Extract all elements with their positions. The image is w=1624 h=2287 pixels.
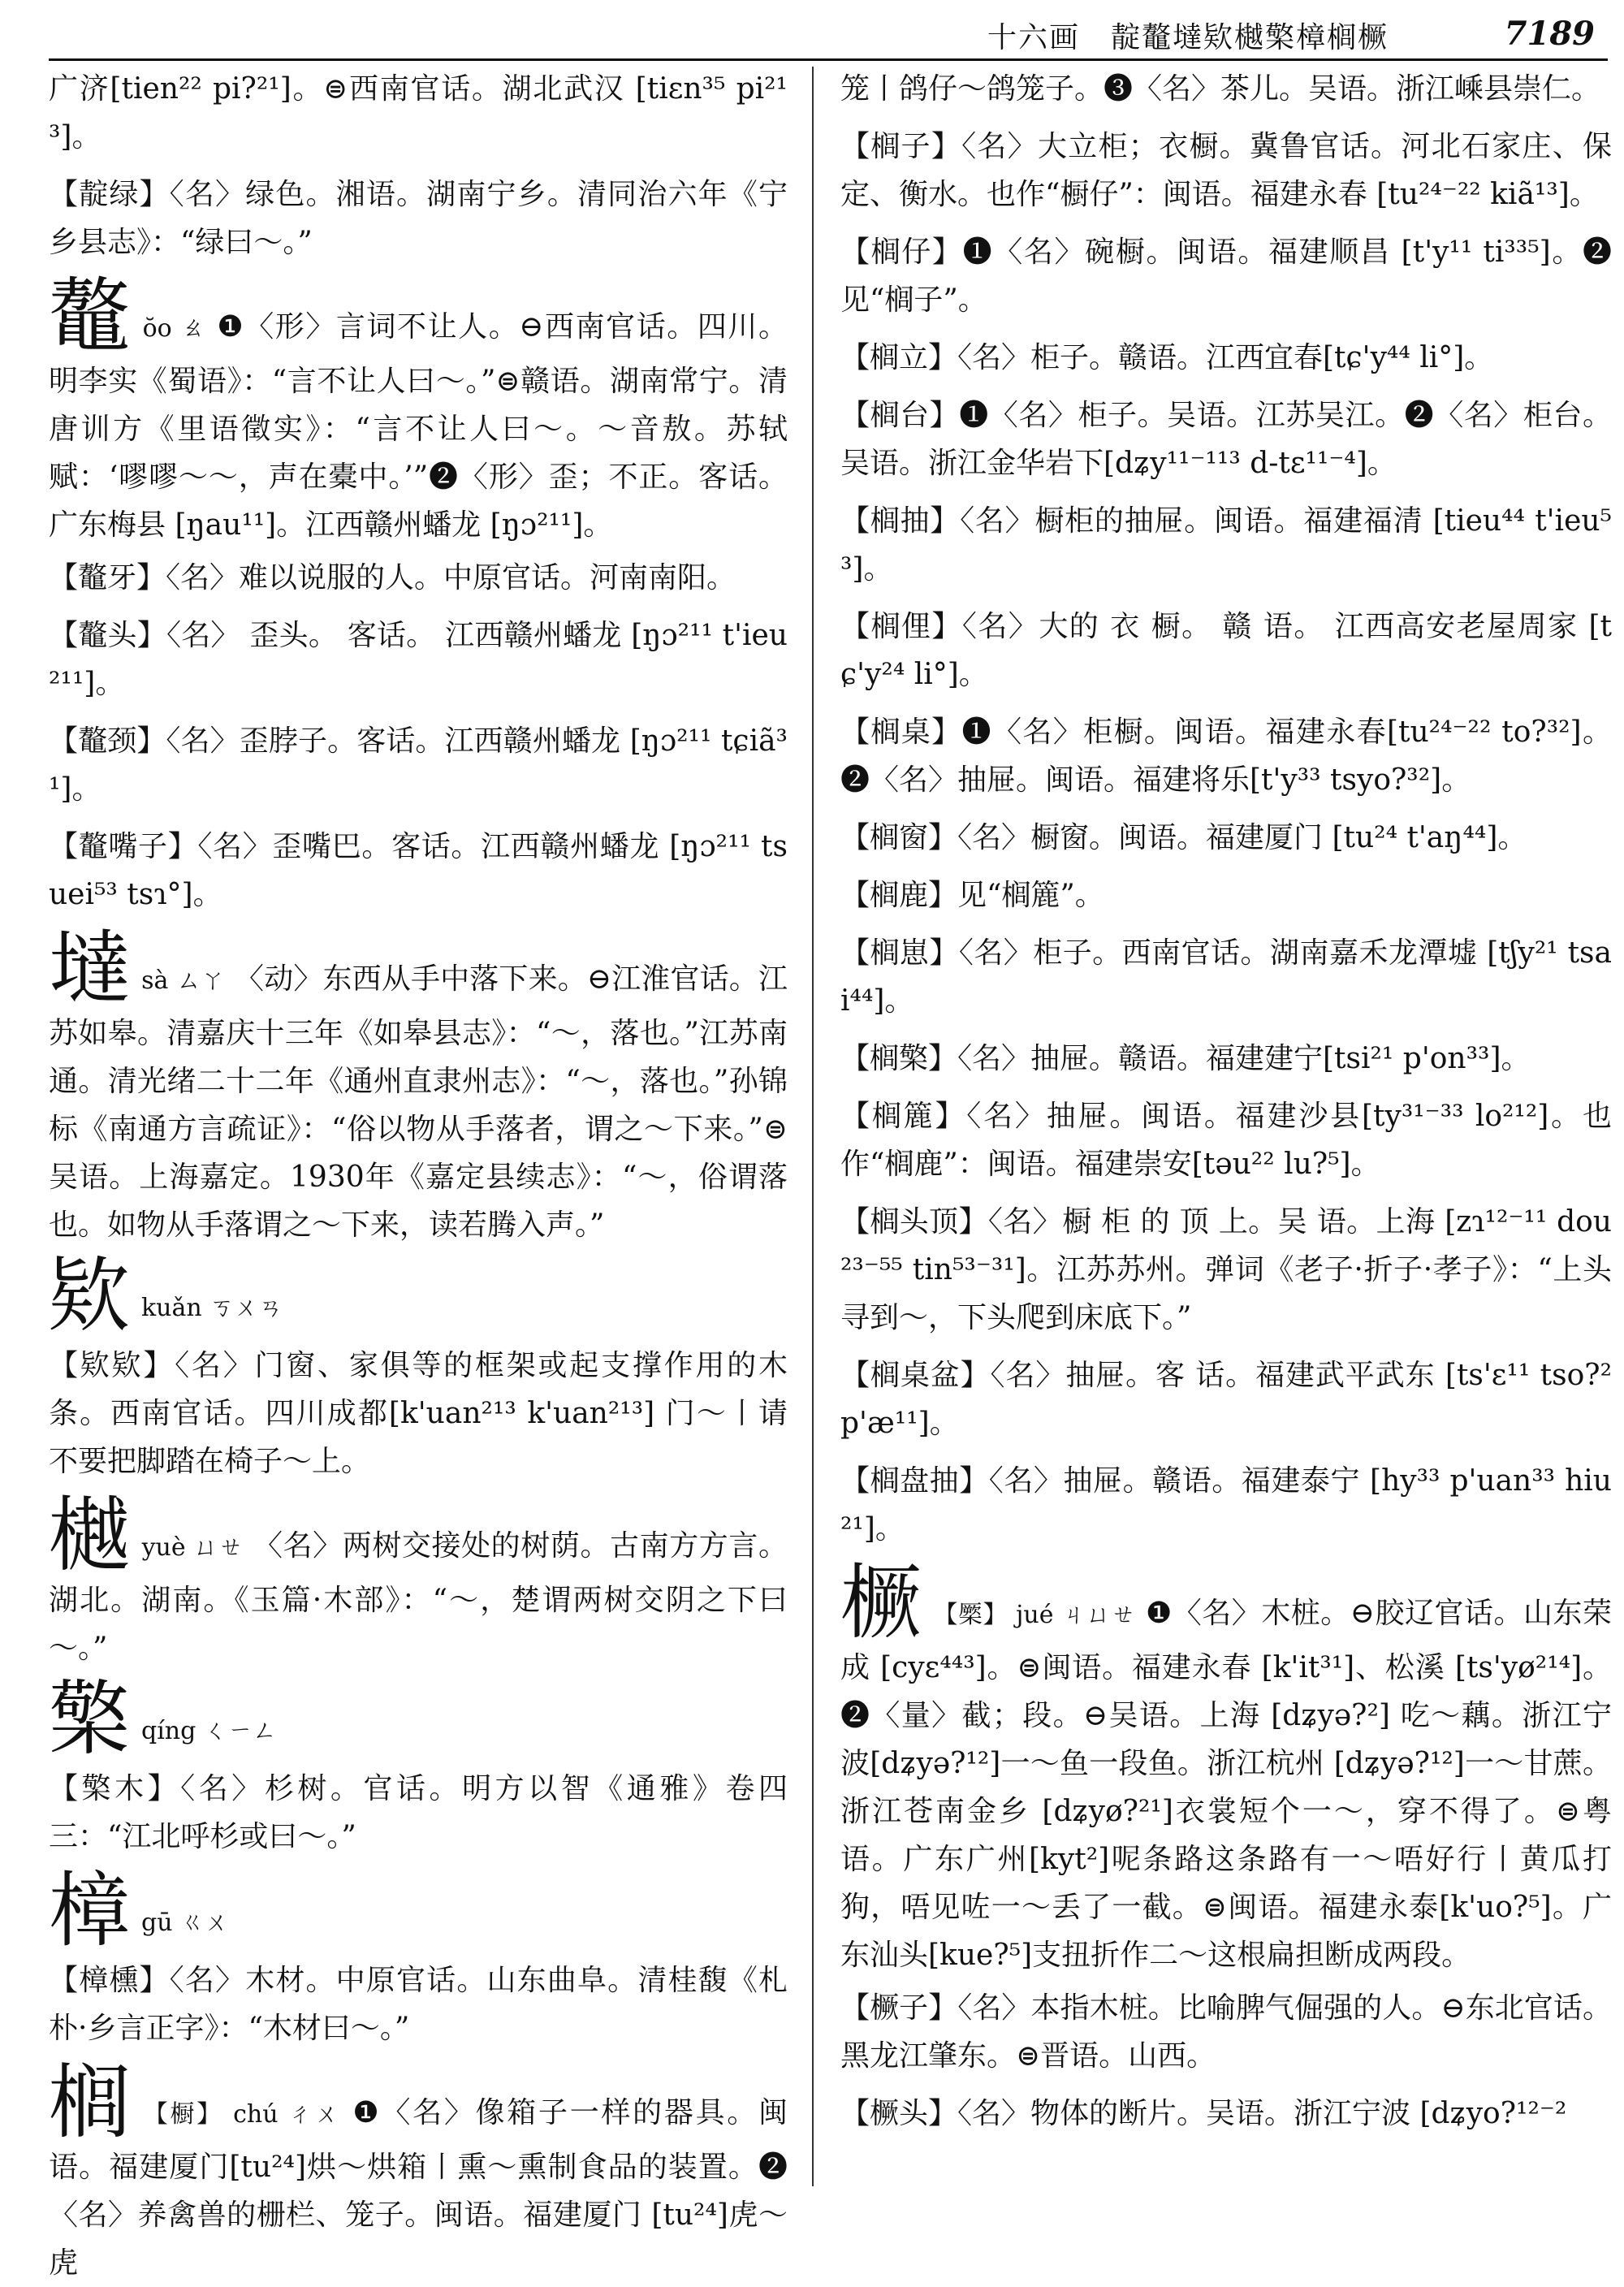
sub-entry: 【靛绿】〈名〉绿色。湘语。湖南宁乡。清同治六年《宁乡县志》：“绿曰～。” — [49, 178, 788, 259]
page-header — [0, 0, 1624, 73]
headword-entry — [49, 921, 788, 1249]
sub-entry: 【榈檠】〈名〉抽屉。赣语。福建建宁[tsi²¹ p'on³³]。 — [840, 1042, 1531, 1075]
pronunciation: 【橜】 jué ㄐㄩㄝ — [933, 1601, 1137, 1629]
headword-char: 墶 — [49, 921, 131, 1016]
headword-char: 樟 — [49, 1863, 130, 1958]
pronunciation: kuǎn ㄎㄨㄢ — [141, 1294, 283, 1322]
sub-entry: 【鼇颈】〈名〉歪脖子。客话。江西赣州蟠龙 [ŋɔ²¹¹ tɕiã³¹]。 — [49, 724, 788, 806]
header-rule — [49, 58, 1608, 61]
headword-char: 樾 — [49, 1488, 131, 1583]
definition-text: ❶〈形〉言词不让人。⊖西南官话。四川。明李实《蜀语》：“言不让人曰～。”⊜赣语。湖南常宁。清唐训方《里语徵实》：“言不让人曰～。～音敖。苏轼赋：‘嘐嘐～～，声在橐中。’”❷〈形〉歪；不正。客话。广东梅县 [ŋau¹¹]。江西赣州蟠龙 [ŋɔ²¹¹]。 — [49, 310, 788, 542]
headword-entry — [49, 269, 788, 549]
headword-entry — [49, 1863, 788, 1958]
sub-entry: 【榈立】〈名〉柜子。赣语。江西宜春[tɕ'y⁴⁴ li°]。 — [840, 341, 1494, 374]
sub-entry: 【榈俚】〈名〉大的 衣 橱。 赣 语。 江西高安老屋周家 [tɕ'y²⁴ li°]。 — [840, 610, 1612, 691]
sub-entry: 【榈台】❶〈名〉柜子。吴语。江苏吴江。❷〈名〉柜台。吴语。浙江金华岩下[dʑy¹¹⁻¹¹³ d-tɛ¹¹⁻⁴]。 — [840, 399, 1612, 480]
sub-entry: 【欵欵】〈名〉门窗、家俱等的框架或起支撑作用的木条。西南官话。四川成都[k'uan²¹³ k'uan²¹³] 门～丨请不要把脚踏在椅子～上。 — [49, 1349, 788, 1478]
headword-entry — [49, 1671, 788, 1766]
headword-entry — [840, 1555, 1612, 1979]
headword-entry — [49, 1248, 788, 1343]
continued-text: 笼丨鸽仔～鸽笼子。❸〈名〉茶儿。吴语。浙江嵊县崇仁。 — [840, 72, 1601, 106]
sub-entry: 【鼇嘴子】〈名〉歪嘴巴。客话。江西赣州蟠龙 [ŋɔ²¹¹ tsuei⁵³ tsɿ°]。 — [49, 830, 788, 911]
headword-char: 欵 — [49, 1248, 130, 1343]
definition-text: ❶〈名〉像箱子一样的器具。闽语。福建厦门[tu²⁴]烘～烘箱丨熏～熏制食品的装置。❷〈名〉养禽兽的栅栏、笼子。闽语。福建厦门 [tu²⁴]虎～虎 — [49, 2096, 788, 2280]
definition-text: 〈动〉东西从手中落下来。⊖江淮官话。江苏如皋。清嘉庆十三年《如皋县志》：“～，落也。”江苏南通。清光绪二十二年《通州直隶州志》：“～，落也。”孙锦标《南通方言疏证》：“俗以物从手落者，谓之～下来。”⊜吴语。上海嘉定。1930年《嘉定县续志》：“～，俗谓落也。如物从手落谓之～下来，读若腾入声。” — [49, 962, 788, 1242]
headword-entry — [49, 1488, 788, 1672]
pronunciation: yuè ㄩㄝ — [141, 1533, 244, 1562]
sub-entry: 【鼇牙】〈名〉难以说服的人。中原官话。河南南阳。 — [49, 561, 736, 594]
pronunciation: gū ㄍㄨ — [141, 1909, 230, 1937]
sub-entry: 【榈窗】〈名〉橱窗。闽语。福建厦门 [tu²⁴ t'aŋ⁴⁴]。 — [840, 821, 1527, 854]
sub-entry: 【榈抽】〈名〉橱柜的抽屉。闽语。福建福清 [tieu⁴⁴ t'ieu⁵³]。 — [840, 504, 1612, 586]
headword-char: 鼇 — [49, 269, 132, 364]
pronunciation: qíng ㄑㄧㄥ — [141, 1717, 277, 1745]
sub-entry: 【橛子】〈名〉本指木桩。比喻脾气倔强的人。⊖东北官话。黑龙江肇东。⊜晋语。山西。 — [840, 1991, 1612, 2073]
right-column — [840, 65, 1612, 2185]
definition-text: ❶〈名〉木桩。⊖胶辽官话。山东荣成 [cyɛ⁴⁴³]。⊜闽语。福建永春 [k'it³¹]、松溪 [ts'yø²¹⁴]。❷〈量〉截；段。⊖吴语。上海 [dʑyə?²] 吃～藕。浙江宁波[dʑyə?¹²]一～鱼一段鱼。浙江杭州 [dʑyə?¹²]一～甘蔗。浙江苍南金乡 [dʑyø?²¹]衣裳短个一～，穿不得了。⊜粤语。广东广州[kyt²]呢条路这条路有一～唔好行丨黄瓜打狗，唔见咗一～丢了一截。⊜闽语。福建永泰[k'uo?⁵]。广东汕头[kue?⁵]支扭折作二～这根扁担断成两段。 — [840, 1597, 1612, 1972]
sub-entry: 【榈子】〈名〉大立柜；衣橱。冀鲁官话。河北石家庄、保定、衡水。也作“橱仔”：闽语。福建永春 [tu²⁴⁻²² kiã¹³]。 — [840, 130, 1612, 211]
sub-entry: 【榈桌】❶〈名〉柜橱。闽语。福建永春[tu²⁴⁻²² to?³²]。❷〈名〉抽屉。闽语。福建将乐[t'y³³ tsyo?³²]。 — [840, 715, 1612, 797]
sub-entry: 【榈簏】〈名〉抽屉。闽语。福建沙县[ty³¹⁻³³ lo²¹²]。也作“榈鹿”：闽语。福建崇安[təu²² lu?⁵]。 — [840, 1100, 1612, 1181]
page-number: 7189 — [1504, 15, 1595, 53]
sub-entry: 【榈仔】❶〈名〉碗橱。闽语。福建顺昌 [t'y¹¹ ti³³⁵]。❷见“榈子”。 — [840, 236, 1612, 317]
pronunciation: sà ㄙㄚ — [141, 966, 226, 995]
headword-char: 榈 — [49, 2055, 132, 2150]
headword-entry — [49, 2055, 788, 2287]
headword-char: 橛 — [840, 1555, 922, 1650]
column-divider — [812, 67, 814, 2186]
definition-text: 〈名〉两树交接处的树荫。古南方方言。湖北。湖南。《玉篇·木部》：“～，楚谓两树交阴之下曰～。” — [49, 1529, 788, 1665]
sub-entry: 【鼇头】〈名〉 歪头。 客话。 江西赣州蟠龙 [ŋɔ²¹¹ t'ieu²¹¹]。 — [49, 619, 788, 700]
pronunciation: ŏo ㄠ — [142, 314, 207, 343]
running-head: 十六画 靛鼇墶欵樾檠樟榈橛 — [987, 21, 1389, 54]
continued-text: 广济[tien²² pi?²¹]。⊜西南官话。湖北武汉 [tiɛn³⁵ pi²¹³]。 — [49, 72, 788, 153]
sub-entry: 【榈桌盆】〈名〉抽屉。客 话。福建武平武东 [ts'ɛ¹¹ tso?² p'æ¹¹]。 — [840, 1359, 1612, 1440]
sub-entry: 【榈盘抽】〈名〉抽屉。赣语。福建泰宁 [hy³³ p'uan³³ hiu²¹]。 — [840, 1464, 1612, 1546]
sub-entry: 【榈鹿】见“榈簏”。 — [840, 879, 1104, 912]
sub-entry: 【檠木】〈名〉杉树。官话。明方以智《通雅》卷四三：“江北呼杉或曰～。” — [49, 1772, 788, 1853]
pronunciation: 【橱】 chú ㄔㄨ — [143, 2100, 342, 2129]
sub-entry: 【橛头】〈名〉物体的断片。吴语。浙江宁波 [dʑyo?¹²⁻² — [840, 2097, 1567, 2130]
headword-char: 檠 — [49, 1671, 130, 1766]
sub-entry: 【榈崽】〈名〉柜子。西南官话。湖南嘉禾龙潭墟 [tʃy²¹ tsai⁴⁴]。 — [840, 936, 1612, 1018]
left-column — [49, 65, 788, 2280]
sub-entry: 【榈头顶】〈名〉橱 柜 的 顶 上。吴 语。上海 [zɿ¹²⁻¹¹ dou²³⁻⁵⁵ tin⁵³⁻³¹]。江苏苏州。弹词《老子·折子·孝子》：“上头寻到～，下头爬到床底下。” — [840, 1205, 1612, 1334]
sub-entry: 【樟櫄】〈名〉木材。中原官话。山东曲阜。清桂馥《札朴·乡言正字》：“木材曰～。” — [49, 1964, 788, 2045]
